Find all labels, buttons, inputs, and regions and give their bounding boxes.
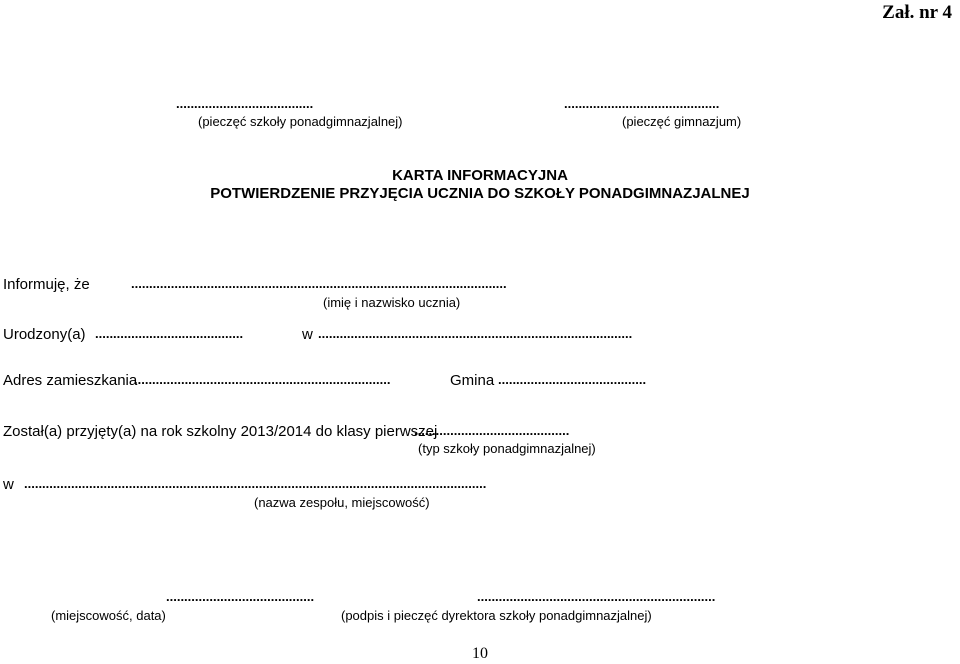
team-name-line: ................................................................................................................................: [24, 476, 487, 491]
team-name-caption: (nazwa zespołu, miejscowość): [254, 495, 430, 510]
annex-label: Zał. nr 4: [882, 2, 952, 23]
commune-line: .........................................: [498, 372, 647, 387]
gymnasium-stamp-line: ...........................................: [564, 96, 720, 111]
team-label: w: [3, 476, 14, 493]
school-stamp-line: ......................................: [176, 96, 314, 111]
address-line: .......................................................................: [134, 372, 391, 387]
place-date-caption: (miejscowość, data): [51, 608, 166, 623]
director-signature-line: ..................................................................: [477, 589, 716, 604]
school-type-line: ...........................................: [414, 423, 570, 438]
address-label: Adres zamieszkania: [3, 372, 138, 389]
school-stamp-caption: (pieczęć szkoły ponadgimnazjalnej): [198, 114, 403, 129]
page-number: 10: [472, 645, 488, 662]
birth-date-line: .........................................: [95, 326, 244, 341]
born-label: Urodzony(a): [3, 326, 86, 343]
inform-label: Informuję, że: [3, 276, 90, 293]
school-type-caption: (typ szkoły ponadgimnazjalnej): [418, 441, 596, 456]
birth-place-line: .......................................................................................: [318, 326, 633, 341]
director-signature-caption: (podpis i pieczęć dyrektora szkoły ponadgimnazjalnej): [341, 608, 652, 623]
gymnasium-stamp-caption: (pieczęć gimnazjum): [622, 114, 742, 129]
admission-statement: Został(a) przyjęty(a) na rok szkolny 2013/2014 do klasy pierwszej: [3, 423, 438, 440]
place-date-line: .........................................: [166, 589, 315, 604]
commune-label: Gmina: [450, 372, 495, 389]
student-name-line: ........................................................................................................: [131, 276, 507, 291]
document-title: KARTA INFORMACYJNA: [392, 167, 568, 184]
birth-place-label: w: [302, 326, 313, 343]
student-name-caption: (imię i nazwisko ucznia): [323, 295, 461, 310]
document-subtitle: POTWIERDZENIE PRZYJĘCIA UCZNIA DO SZKOŁY PONADGIMNAZJALNEJ: [210, 185, 750, 202]
